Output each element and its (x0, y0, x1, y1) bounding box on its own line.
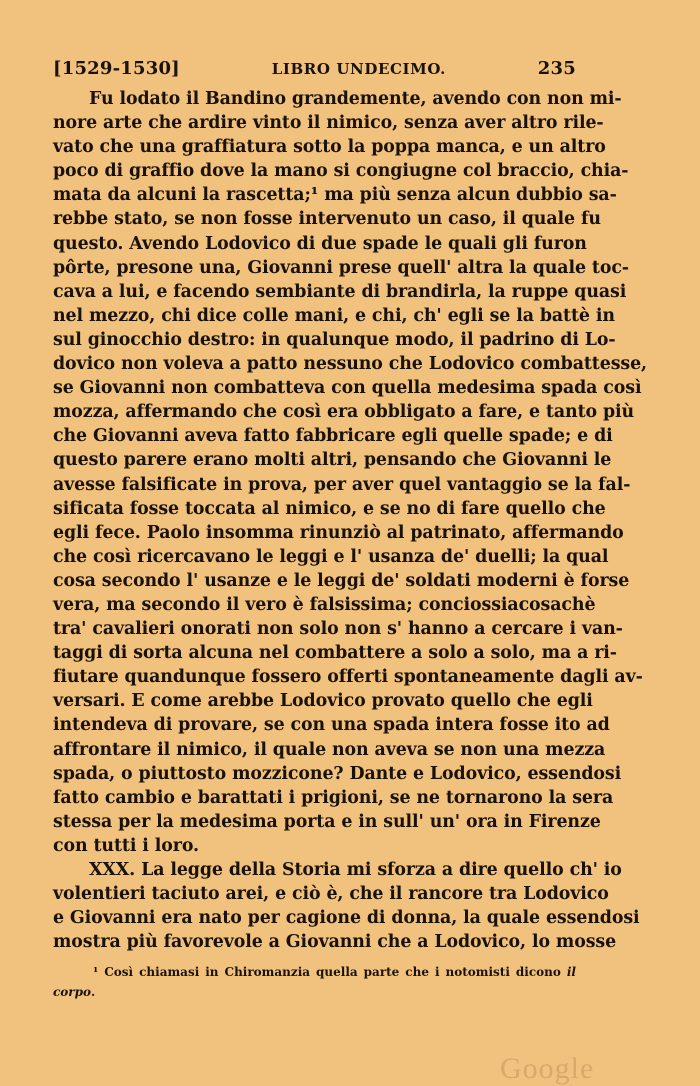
text-line: mozza, affermando che così era obbligato a fare, e tanto più (53, 402, 635, 423)
text-line: spada, o piuttosto mozzicone? Dante e Lodovico, essendosi (53, 763, 622, 784)
text-line: vato che una graffiatura sotto la poppa manca, e un altro (53, 137, 606, 158)
text-line: nel mezzo, chi dice colle mani, e chi, ch' egli se la battè in (53, 305, 615, 326)
text-line: mostra più favorevole a Giovanni che a Lodovico, lo mosse (53, 932, 617, 953)
paragraph (53, 87, 648, 858)
text-line: con tutti i loro. (53, 835, 199, 856)
footnote-italic: il (566, 965, 576, 980)
footnote-line (53, 982, 576, 1002)
footnote-tail: . (91, 985, 96, 1000)
footnote-italic: corpo (53, 985, 92, 1000)
text-line: sificata fosse toccata al nimico, e se no di fare quello che (53, 498, 606, 519)
text-line: cosa secondo l' usanze e le leggi de' soldati moderni è forse (53, 570, 630, 591)
text-line: avesse falsificate in prova, per aver quel vantaggio se la fal- (53, 474, 631, 495)
footnote-text: ¹ Così chiamasi in Chiromanzia quella parte che i notomisti dicono (93, 965, 567, 980)
text-line: che così ricercavano le leggi e l' usanza de' duelli; la qual (53, 546, 609, 567)
text-line: versari. E come arebbe Lodovico provato quello che egli (53, 691, 593, 712)
text-line: questo. Avendo Lodovico di due spade le quali gli furon (53, 233, 587, 254)
header-book-title: LIBRO UNDECIMO. (271, 60, 446, 78)
text-line: mata da alcuni la rascetta;¹ ma più senza alcun dubbio sa- (53, 185, 617, 206)
text-line: XXX. La legge della Storia mi sforza a dire quello ch' io (89, 860, 622, 880)
text-line: intendeva di provare, se con una spada intera fosse ito ad (53, 715, 610, 736)
text-line: vera, ma secondo il vero è falsissima; conciossiacosachè (53, 594, 596, 615)
watermark: Google (500, 1052, 595, 1085)
text-line: egli fece. Paolo insomma rinunziò al patrinato, affermando (53, 522, 624, 543)
text-line: affrontare il nimico, il quale non aveva se non una mezza (53, 739, 606, 760)
text-line: volentieri taciuto arei, e ciò è, che il rancore tra Lodovico (53, 884, 609, 905)
footnote (53, 962, 576, 1002)
header-page-number: 235 (537, 58, 576, 79)
footnote-line (93, 962, 576, 982)
header-date-range: [1529-1530] (53, 58, 180, 79)
text-line: poco di graffio dove la mano si congiugne col braccio, chia- (53, 161, 629, 182)
text-line: questo parere erano molti altri, pensando che Giovanni le (53, 450, 612, 471)
paragraph (53, 858, 640, 954)
book-page (53, 58, 648, 1002)
text-line: e Giovanni era nato per cagione di donna, la quale essendosi (53, 908, 640, 929)
body-text (53, 87, 648, 954)
text-line: fatto cambio e barattati i prigioni, se ne tornarono la sera (53, 787, 614, 808)
text-line: rebbe stato, se non fosse intervenuto un caso, il quale fu (53, 209, 601, 230)
running-header (53, 58, 576, 79)
text-line: nore arte che ardire vinto il nimico, senza aver altro rile- (53, 113, 604, 134)
text-line: pôrte, presone una, Giovanni prese quell' altra la quale toc- (53, 257, 629, 278)
text-line: Fu lodato il Bandino grandemente, avendo con non mi- (89, 89, 622, 109)
text-line: cava a lui, e facendo sembiante di brandirla, la ruppe quasi (53, 281, 627, 302)
text-line: taggi di sorta alcuna nel combattere a solo a solo, ma a ri- (53, 643, 617, 664)
text-line: sul ginocchio destro: in qualunque modo, il padrino di Lo- (53, 329, 616, 350)
text-line: che Giovanni aveva fatto fabbricare egli quelle spade; e di (53, 426, 613, 447)
text-line: dovico non voleva a patto nessuno che Lodovico combattesse, (53, 354, 648, 375)
text-line: stessa per la medesima porta e in sull' un' ora in Firenze (53, 811, 601, 832)
text-line: se Giovanni non combatteva con quella medesima spada così (53, 378, 642, 399)
text-line: fiutare quandunque fossero offerti spontaneamente dagli av- (53, 667, 643, 688)
text-line: tra' cavalieri onorati non solo non s' hanno a cercare i van- (53, 619, 623, 640)
